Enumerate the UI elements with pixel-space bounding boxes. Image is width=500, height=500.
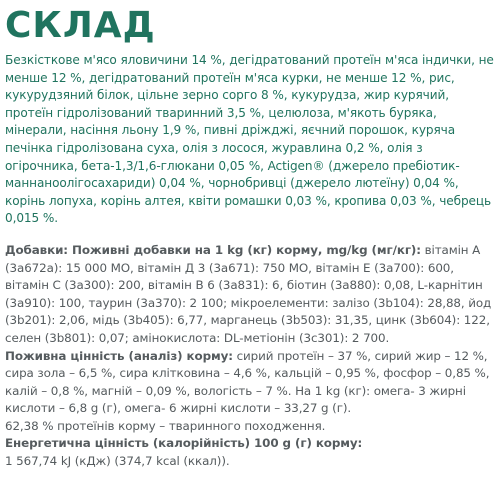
- additives-text: вітамін А (3a672a): 15 000 МО, вітамін Д 3 (3a671): 750 МО, вітамін Е (3a700): 600, вітамін С (3a300): 200, вітамін В 6 (3a831): 6, біотин (3a880): 0,08, L-карнітин (3a910): 100, таурин (3a370): 2 100; мікроелементи: залізо (3b104): 28,88, йод (3b201): 2,06, мідь (3b405): 6,77, марганець (3b503): 31,35, цинк (3b604): 122, селен (3b801): 0,07; амінокислота: DL-метіонін (3c301): 2 700.: [5, 242, 492, 345]
- section-gap: [5, 228, 495, 242]
- animal-origin-text: 62,38 % протеїнів корму – тваринного походження.: [5, 418, 326, 433]
- energy-label: Енергетична цінність (калорійність) 100 g (г) корму:: [5, 436, 363, 451]
- nutrition-text: сирий протеїн – 37 %, сирий жир – 12 %, сира зола – 6,5 %, сира клітковина – 4,6 %, кальцій – 0,95 %, фосфор – 0,85 %, калій – 0,8 %, магній – 0,09 %, вологість – 7 %. На 1 kg (кг): омега- 3 жирні кислоти – 6,8 g (г), омега- 6 жирні кислоти – 33,27 g (г).: [5, 348, 490, 416]
- energy-text: 1 567,74 kJ (кДж) (374,7 kcal (ккал)).: [5, 454, 230, 469]
- page-title: СКЛАД: [5, 5, 156, 46]
- additives-label: Добавки: Поживні добавки на 1 kg (кг) корму, mg/kg (мг/кг):: [5, 242, 421, 257]
- nutrition-paragraph: [5, 348, 495, 418]
- energy-paragraph: [5, 435, 495, 470]
- additives-paragraph: [5, 242, 495, 348]
- composition-text: Безкісткове м'ясо яловичини 14 %, дегідратований протеїн м'яса індички, не менше 12 %, дегідратований протеїн м'яса курки, не менше 12 %, рис, кукурудзяний білок, цільне зерно сорго 8 %, кукурудза, жир курячий, протеїн гідролізований тваринний 3,5 %, целюлоза, м'якоть буряка, мінерали, насіння льону 1,9 %, пивні дріжджі, яєчний порошок, куряча печінка гідролізована суха, олія з лосося, журавлина 0,2 %, олія з огірочника, бета-1,3/1,6-глюкани 0,05 %, Actigen® (джерело пребіотик-маннаноолігосахариди) 0,04 %, чорнобривці (джерело лютеїну) 0,04 %, корінь лопуха, корінь алтея, квіти ромашки 0,03 %, кропива 0,03 %, чебрець 0,015 %.: [5, 53, 494, 226]
- nutrition-label: Поживна цінність (аналіз) корму:: [5, 348, 233, 363]
